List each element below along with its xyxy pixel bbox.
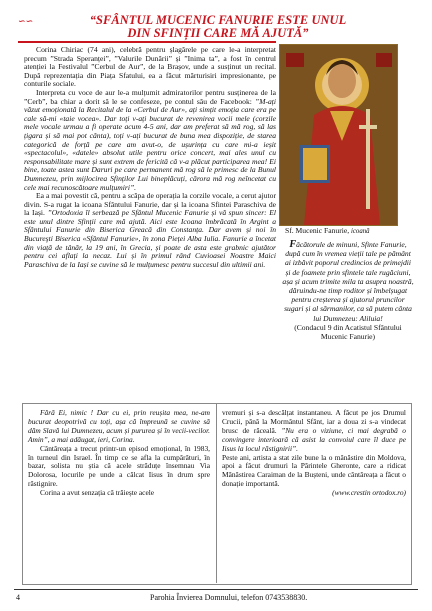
page-number: 4 <box>16 593 20 602</box>
prayer-source: (Condacul 9 din Acatistul Sfântului Mucenic Fanurie) <box>294 322 402 342</box>
paragraph-intro: Corina Chiriac (74 ani), celebră pentru șlagărele pe care le-a interpretat precum ”Strada Speranței”, ”Valurile Dunării” și ”Inima ta”, a fost în centrul atenției la Festivalul ”Cerbul de Aur”, de la Brașov, unde a susținut un recital. După reprezentația din Piața Sfatului, ea a făcut mărturisiri impresionante, pe conturile sociale. <box>24 45 276 89</box>
box-right-later: Peste ani, artista a stat zile bune la o mănăstire din Moldova, apoi a făcut drumuri la Părintele Gheronte, care a ridicat Mănăstirea Caraiman de la Bușteni, unde cântăreața a făcut o donație importantă. <box>222 452 406 489</box>
prayer-text <box>282 240 414 341</box>
parish-contact: Parohia Învierea Domnului, telefon 0743538830. <box>150 593 308 602</box>
facebook-quote: ”M-ați văzut emoționată la Recitalul de la «Cerbul de Aur», ați simțit emoția care era pe cale să-mi «taie vocea». Dar toți v-ați bucurat de revenirea vocii mele (corzile mele vocale urmau a fi operate acum 4-5 ani, dar am preferat să mă rog, să las țigara și să mai pot cânta), toți v-ați bucurat de buna mea dispoziție, de starea categorică de forță pe care am avut-o, de ușurința cu care mi-a ieșit «spectacolul», «datele» absolut utile pentru orice concert, mai ales unul cu responsabilitate mare și sunt extrem de fericită că v-a plăcut participarea mea! Ei bine, toate astea sunt Daruri pe care permanent mă rog să le primesc de la Bunul Dumnezeu, prin mijlocirea Sfinților Lui bineplăcuți, cărora mă rog neîncetat cu cele mai recunoscătoare mulțumiri”. <box>24 96 276 192</box>
prayer-body: ăcătorule de minuni, Sfinte Fanurie, după cum în vremea vieții tale pe pământ ai izbăvit poporul credincios de primejdii și de foamete prin sfintele tale rugăciuni, așa și acum trimite mila ta asupra noastră, dăruindu-ne timp roditor și îmbelșugat pentru creșterea și ajutorul pruncilor sugari și al sărmanilor, ca să putem cânta lui Dumnezeu: Aliluia! <box>282 240 414 323</box>
box-right-column <box>222 409 406 498</box>
article-main-column <box>24 46 276 269</box>
title-line-2: DIN SFINȚII CARE MĂ AJUTĂ” <box>127 25 309 40</box>
box-right-quote: ”Nu era o viziune, ci mai degrabă o convingere interioară că asist la convoiul care îl duce pe Iisus la locul răstignirii”. <box>222 425 406 453</box>
saint-figure-icon <box>280 45 397 225</box>
icon-caption <box>285 226 413 235</box>
paragraph-facebook <box>24 89 276 192</box>
title-underline <box>18 41 276 43</box>
title-line-1: “SFÂNTUL MUCENIC FANURIE ESTE UNUL <box>89 13 347 27</box>
title-ornament-icon: ∽∽ <box>18 16 34 26</box>
prayer-dropcap: F <box>289 239 297 250</box>
decorative-top-border <box>14 5 418 12</box>
paragraph-facebook-text: Interpreta cu voce de aur le-a mulțumit admiratorilor pentru susținerea de la ”Cerb”, ba chiar a dorit să le se confeseze, pe contul său de Facebook: <box>24 87 276 106</box>
article-title <box>18 14 418 40</box>
paragraph-prayer-text: Ea a mai povestit că, pentru a scăpa de operația la corzile vocale, a cerut ajutor divin. S-a rugat la icoana Sfântului Fanurie, dar și la icoana Sfintei Paraschiva de la Iași. <box>24 191 276 218</box>
saint-icon-image <box>279 44 398 226</box>
icon-caption-text: Sf. Mucenic Fanurie, <box>285 226 350 235</box>
box-left-israel: Cântăreața a trecut printr-un episod emoțional, în 1983, în turneul din Israel. În timp ce se afla la cumpărături, în bazar, solista nu știa că acele străduțe însemnau Via Dolorosa, locurile pe unde a călcat Iisus în drum spre răstignire. <box>28 443 210 489</box>
box-left-quote: Fără Ei, nimic ! Dar cu ei, prin reușita mea, ne-am bucurat deopotrivă cu toți, așa că împreună se cuvine să dăm Slavă lui Dumnezeu, acum și pururea și în vecii-vecilor. Amin”, a mai adăugat, ieri, Corina. <box>28 408 210 444</box>
saint-quote: ”Ortodoxia îl serbează pe Sfântul Mucenic Fanurie și vă spun sincer: El este unul dintre Sfinții care mă ajută. Aici este Icoana îmbrăcată în Argint a Sfântului Fanurie din Biserica Greacă din Constanța. Dar avem și noi în Bucureşti Biserica «Sfântul Fanurie», în zona Pieței Alba Iulia. Fanurie a încetat din viață de tânăr, la 19 ani, în Grecia, și poate de asta este grabnic ajutător pentru cei aflați la necaz. Lui și în primul rând Cuvioasei Noastre Maici Paraschiva de la Iași se cuvine să le mulțumesc pentru succesul din ultimii ani. <box>24 208 276 269</box>
box-right-text: vremuri și s-a descălțat instantaneu. A făcut pe jos Drumul Crucii, până la Mormântul Sfânt, iar a doua zi s-a vindecat brusc de răceală. <box>222 408 406 435</box>
paragraph-prayer-story <box>24 192 276 269</box>
box-column-divider <box>216 403 217 583</box>
icon-caption-small: icoană <box>351 228 370 235</box>
box-left-column <box>28 409 210 498</box>
box-right-source: (www.crestin ortodox.ro) <box>332 488 406 498</box>
footer-divider <box>14 589 418 590</box>
box-left-continues: Corina a avut senzația că trăiește acele <box>40 488 155 498</box>
box-right-intro <box>222 409 406 454</box>
